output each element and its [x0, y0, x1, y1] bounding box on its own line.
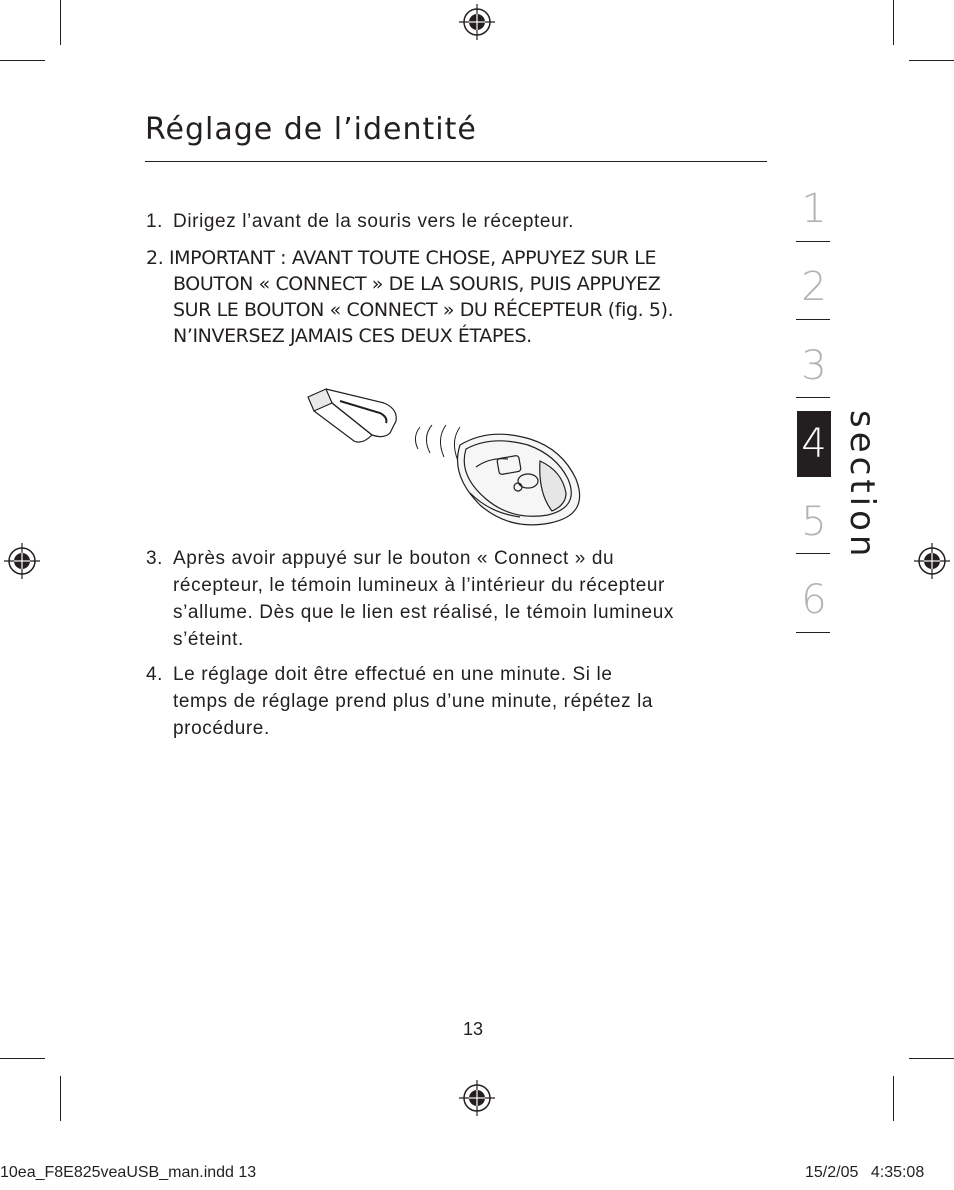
section-number-4-active: 4: [797, 411, 831, 477]
section-divider: [796, 319, 830, 320]
section-divider: [796, 397, 830, 398]
crop-mark: [60, 0, 61, 45]
step-text: Dirigez l’avant de la souris vers le récepteur.: [173, 211, 574, 232]
slug-time: 4:35:08: [870, 1164, 925, 1181]
section-label-text: section: [842, 410, 882, 561]
registration-mark-icon: [459, 4, 495, 40]
crop-mark: [893, 1076, 894, 1121]
section-label: [838, 410, 882, 561]
section-number-5: 5: [801, 499, 827, 545]
step-3: [146, 545, 766, 653]
step-4: [146, 661, 766, 742]
page-number: 13: [463, 1019, 484, 1039]
page-title: Réglage de l’identité: [145, 112, 477, 147]
slug-date: 15/2/05: [805, 1164, 859, 1181]
step-2-important: [146, 245, 766, 349]
step-number: 1.: [146, 211, 164, 232]
crop-mark: [909, 60, 954, 61]
step-line: SUR LE BOUTON « CONNECT » DU RÉCEPTEUR (fig. 5).: [173, 299, 674, 321]
step-line: récepteur, le témoin lumineux à l’intérieur du récepteur: [173, 575, 665, 596]
step-line: Le réglage doit être effectué en une minute. Si le: [173, 664, 613, 685]
crop-mark: [60, 1076, 61, 1121]
section-divider: [796, 241, 830, 242]
registration-mark-icon: [459, 1080, 495, 1116]
slug-filename: 10ea_F8E825veaUSB_man.indd 13: [0, 1164, 257, 1181]
step-line: temps de réglage prend plus d’une minute, répétez la: [173, 691, 654, 712]
crop-mark: [0, 60, 45, 61]
section-number-1: 1: [801, 186, 827, 232]
step-number: 4.: [146, 664, 164, 685]
crop-mark: [909, 1058, 954, 1059]
section-number-3: 3: [801, 343, 827, 389]
section-divider: [796, 553, 830, 554]
crop-mark: [0, 1058, 45, 1059]
step-1: [146, 208, 766, 235]
section-number-6: 6: [801, 577, 827, 623]
receiver-and-mouse-illustration: [300, 375, 590, 535]
registration-mark-icon: [4, 543, 40, 579]
step-line: BOUTON « CONNECT » DE LA SOURIS, PUIS APPUYEZ: [173, 273, 661, 295]
step-number: 3.: [146, 548, 164, 569]
section-divider: [796, 632, 830, 633]
title-divider: [145, 161, 767, 162]
step-line: s’allume. Dès que le lien est réalisé, le témoin lumineux: [173, 602, 674, 623]
step-line: s’éteint.: [173, 629, 244, 650]
registration-mark-icon: [914, 543, 950, 579]
step-line: procédure.: [173, 718, 270, 739]
section-number-2: 2: [801, 264, 827, 310]
slug-timestamp: [805, 1164, 924, 1182]
crop-mark: [893, 0, 894, 45]
step-line: Après avoir appuyé sur le bouton « Connect » du: [173, 548, 615, 569]
step-line: 2. IMPORTANT : AVANT TOUTE CHOSE, APPUYEZ SUR LE: [146, 247, 657, 269]
step-line: N’INVERSEZ JAMAIS CES DEUX ÉTAPES.: [173, 325, 532, 347]
